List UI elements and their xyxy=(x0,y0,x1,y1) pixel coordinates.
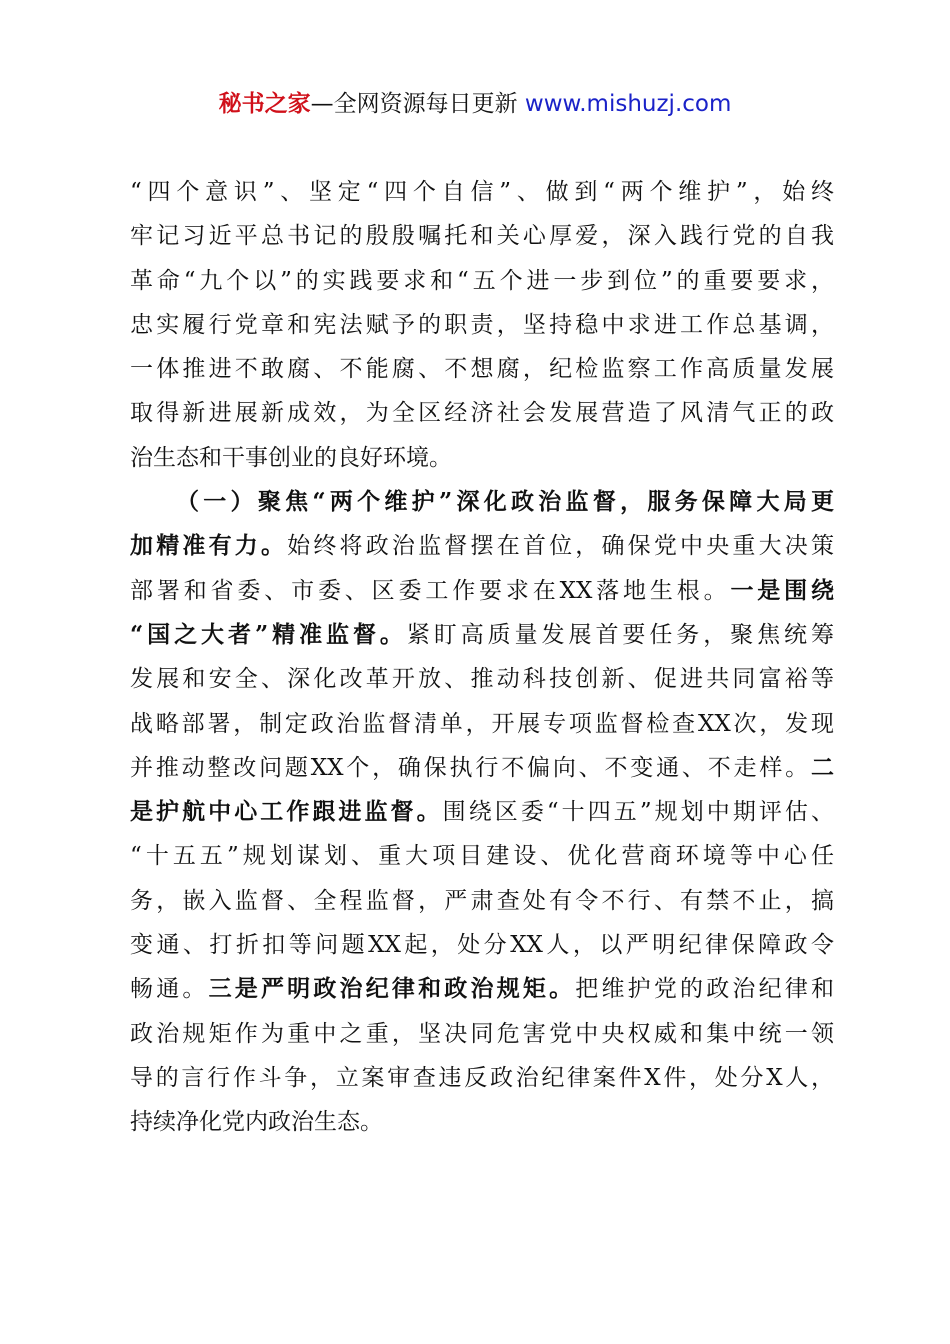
text-run: 并推动整改问题XX个，确保执行不偏向、不变通、不走样。 xyxy=(130,754,811,781)
paragraph-2 xyxy=(130,480,834,1144)
text-line: 一体推进不敢腐、不能腐、不想腐，纪检监察工作高质量发展 xyxy=(130,356,834,383)
text-line: “十五五”规划谋划、重大项目建设、优化营商环境等中心任 xyxy=(130,843,834,870)
paragraph-1 xyxy=(130,170,834,480)
point-1-heading-cont: “国之大者”精准监督。 xyxy=(130,620,407,648)
point-2-heading-cont: 是护航中心工作跟进监督。 xyxy=(130,798,443,826)
point-2-heading: 二 xyxy=(811,753,834,781)
text-line xyxy=(130,790,834,834)
text-run: 围绕区委“十四五”规划中期评估、 xyxy=(442,799,834,826)
text-line: 持续净化党内政治生态。 xyxy=(130,1109,383,1136)
heading-continuation: 加精准有力。 xyxy=(130,532,288,560)
text-line xyxy=(130,967,834,1011)
section-heading: （一）聚焦“两个维护”深化政治监督，服务保障大局更 xyxy=(176,488,834,516)
text-line: 务，嵌入监督、全程监督，严肃查处有令不行、有禁不止，搞 xyxy=(130,887,834,914)
text-line xyxy=(130,524,834,568)
text-line xyxy=(130,569,834,613)
text-line: 取得新进展新成效，为全区经济社会发展营造了风清气正的政 xyxy=(130,400,834,427)
text-line: 导的言行作斗争，立案审查违反政治纪律案件X件，处分X人， xyxy=(130,1064,834,1091)
text-line: 忠实履行党章和宪法赋予的职责，坚持稳中求进工作总基调， xyxy=(130,311,834,338)
website-link[interactable]: www.mishuzj.com xyxy=(524,91,732,117)
text-run: 紧盯高质量发展首要任务，聚焦统筹 xyxy=(406,621,834,648)
document-body xyxy=(130,170,834,1145)
text-line: 治生态和干事创业的良好环境。 xyxy=(130,444,452,471)
text-run: 始终将政治监督摆在首位，确保党中央重大决策 xyxy=(287,533,835,560)
point-1-heading: 一是围绕 xyxy=(730,576,835,604)
text-run: 部署和省委、市委、区委工作要求在XX落地生根。 xyxy=(130,577,731,604)
text-run: 把维护党的政治纪律和 xyxy=(575,976,835,1003)
text-line: 政治规矩作为重中之重，坚决同危害党中央权威和集中统一领 xyxy=(130,1020,834,1047)
text-line: 革命“九个以”的实践要求和“五个进一步到位”的重要要求， xyxy=(130,267,834,294)
text-line xyxy=(130,613,834,657)
page-header xyxy=(0,88,950,120)
text-line xyxy=(130,746,834,790)
text-line: “四个意识”、坚定“四个自信”、做到“两个维护”，始终 xyxy=(130,179,834,205)
header-tagline: —全网资源每日更新 xyxy=(310,91,525,117)
point-3-heading: 三是严明政治纪律和政治规矩。 xyxy=(208,975,576,1003)
text-line: 战略部署，制定政治监督清单，开展专项监督检查XX次，发现 xyxy=(130,710,834,737)
text-run: 畅通。 xyxy=(130,976,209,1003)
text-line: 牢记习近平总书记的殷殷嘱托和关心厚爱，深入践行党的自我 xyxy=(130,223,834,250)
text-line: 变通、打折扣等问题XX起，处分XX人，以严明纪律保障政令 xyxy=(130,932,834,959)
text-line: 发展和安全、深化改革开放、推动科技创新、促进共同富裕等 xyxy=(130,666,834,693)
brand-name: 秘书之家 xyxy=(218,91,311,117)
